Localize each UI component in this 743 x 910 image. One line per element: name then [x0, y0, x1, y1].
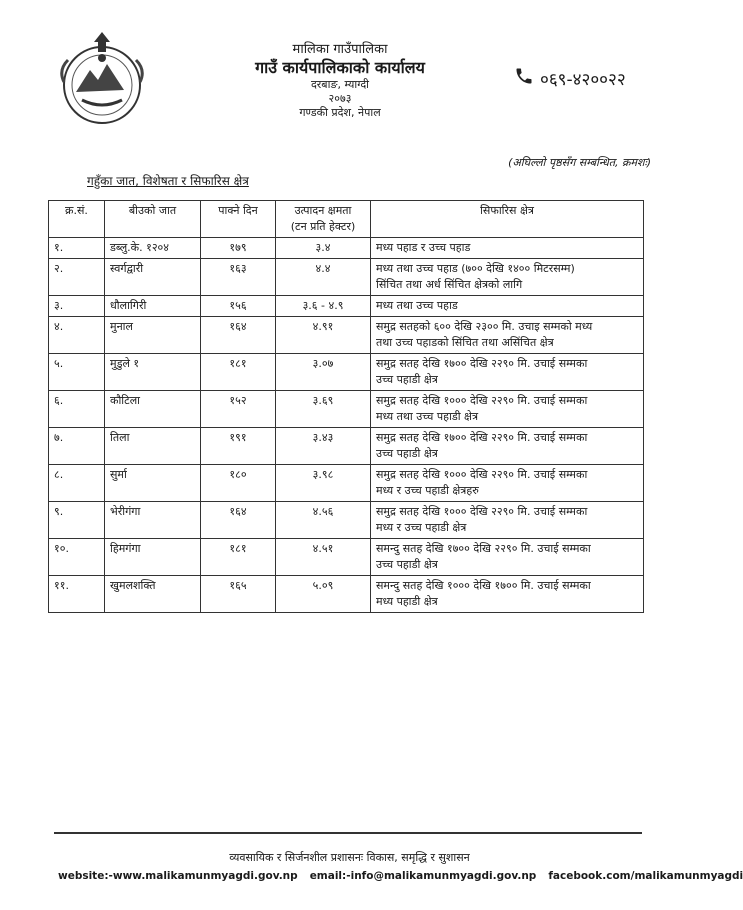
cell-region [371, 428, 644, 465]
cell-region [371, 317, 644, 354]
cell-region [371, 296, 644, 317]
table-header-row [49, 201, 644, 238]
region-line: मध्य र उच्च पहाडी क्षेत्र [376, 521, 467, 534]
cell-yield: ३.६९ [276, 391, 371, 428]
region-line: मध्य तथा उच्च पहाडी क्षेत्र [376, 410, 479, 423]
col-header-yield [276, 201, 371, 238]
municipality-name: मालिका गाउँपालिका [292, 42, 388, 57]
table-row [49, 539, 644, 576]
table-row [49, 238, 644, 259]
table-row [49, 317, 644, 354]
region-line: मध्य र उच्च पहाडी क्षेत्रहरु [376, 484, 479, 497]
cell-yield: ३.९८ [276, 465, 371, 502]
cell-sn: ५. [49, 354, 105, 391]
region-line: समन्दु सतह देखि १७०० देखि २२९० मि. उचाई सम्मका [376, 542, 591, 555]
cell-yield: ४.९१ [276, 317, 371, 354]
col-header-variety: बीउको जात [105, 201, 201, 238]
cell-sn: ७. [49, 428, 105, 465]
col-header-sn: क्र.सं. [49, 201, 105, 238]
region-line: उच्च पहाडी क्षेत्र [376, 373, 438, 386]
footer-contacts [58, 870, 743, 882]
cell-yield: ३.४३ [276, 428, 371, 465]
cell-sn: ९. [49, 502, 105, 539]
phone-number: ०६९-४२००२२ [540, 70, 626, 90]
cell-sn: ६. [49, 391, 105, 428]
col-header-days: पाक्ने दिन [201, 201, 276, 238]
cell-days: १६४ [201, 502, 276, 539]
cell-variety: खुमलशक्ति [105, 576, 201, 613]
table-row [49, 354, 644, 391]
cell-days: १९१ [201, 428, 276, 465]
cell-yield: ४.४ [276, 259, 371, 296]
cell-region [371, 391, 644, 428]
region-line: समन्दु सतह देखि १००० देखि १७०० मि. उचाई सम्मका [376, 579, 591, 592]
cell-sn: १०. [49, 539, 105, 576]
cell-sn: ८. [49, 465, 105, 502]
cell-region [371, 576, 644, 613]
phone-icon [514, 66, 534, 91]
cell-yield: ४.५६ [276, 502, 371, 539]
cell-days: १७९ [201, 238, 276, 259]
cell-region [371, 465, 644, 502]
region-line: समुद्र सतह देखि १००० देखि २२९० मि. उचाई सम्मका [376, 394, 588, 407]
wheat-varieties-table [48, 200, 644, 613]
cell-days: १५६ [201, 296, 276, 317]
cell-yield: ३.०७ [276, 354, 371, 391]
cell-variety: भेरीगंगा [105, 502, 201, 539]
cell-yield: ५.०९ [276, 576, 371, 613]
col-header-yield-line2: (टन प्रति हेक्टर) [290, 220, 356, 233]
facebook-link[interactable]: facebook.com/malikamunmyagdi [548, 870, 743, 882]
table-row [49, 502, 644, 539]
cell-variety: धौलागिरी [105, 296, 201, 317]
cell-days: १८१ [201, 354, 276, 391]
region-line: सिंचित तथा अर्ध सिंचित क्षेत्रको लागि [376, 278, 523, 291]
table-row [49, 576, 644, 613]
table-row [49, 259, 644, 296]
cell-region [371, 354, 644, 391]
footer-divider [54, 832, 642, 834]
table-row [49, 296, 644, 317]
region-line: मध्य तथा उच्च पहाड [376, 299, 458, 312]
nepal-government-emblem [52, 30, 152, 130]
cell-variety: सुर्मा [105, 465, 201, 502]
cell-variety: डब्लु.के. १२०४ [105, 238, 201, 259]
region-line: उच्च पहाडी क्षेत्र [376, 447, 438, 460]
region-line: मध्य तथा उच्च पहाड (७०० देखि १४०० मिटरसम्म) [376, 262, 575, 275]
cell-region [371, 259, 644, 296]
region-line: समुद्र सतह देखि १७०० देखि २२९० मि. उचाई सम्मका [376, 357, 588, 370]
cell-sn: ४. [49, 317, 105, 354]
cell-sn: ३. [49, 296, 105, 317]
footer-slogan: व्यवसायिक र सिर्जनशील प्रशासनः विकास, समृद्धि र सुशासन [229, 851, 470, 864]
office-header [230, 42, 450, 120]
cell-region [371, 502, 644, 539]
website-link[interactable]: website:-www.malikamunmyagdi.gov.np [58, 870, 298, 882]
region-line: समुद्र सतह देखि १००० देखि २२९० मि. उचाई सम्मका [376, 468, 588, 481]
cell-days: १५२ [201, 391, 276, 428]
office-name: गाउँ कार्यपालिकाको कार्यालय [255, 58, 425, 78]
email-link[interactable]: email:-info@malikamunmyagdi.gov.np [309, 870, 537, 882]
cell-variety: मुनाल [105, 317, 201, 354]
cell-yield: ३.४ [276, 238, 371, 259]
cell-sn: १. [49, 238, 105, 259]
cell-variety: मुडुले १ [105, 354, 201, 391]
region-line: समुद्र सतह देखि १७०० देखि २२९० मि. उचाई सम्मका [376, 431, 588, 444]
established-year: २०७३ [328, 92, 352, 105]
table-row [49, 391, 644, 428]
table-row [49, 428, 644, 465]
col-header-yield-line1: उत्पादन क्षमता [294, 204, 352, 217]
region-line: समुद्र सतहको ६०० देखि २३०० मि. उचाइ सम्मको मध्य [376, 320, 593, 333]
cell-days: १८१ [201, 539, 276, 576]
cell-variety: हिमगंगा [105, 539, 201, 576]
col-header-region: सिफारिस क्षेत्र [371, 201, 644, 238]
cell-days: १६३ [201, 259, 276, 296]
cell-sn: २. [49, 259, 105, 296]
cell-region [371, 238, 644, 259]
cell-days: १६५ [201, 576, 276, 613]
continuation-note: (अघिल्लो पृष्ठसँग सम्बन्धित, क्रमशः) [508, 156, 651, 169]
region-line: तथा उच्च पहाडको सिंचित तथा असिंचित क्षेत्र [376, 336, 554, 349]
cell-days: १६४ [201, 317, 276, 354]
office-address: दरबाङ, म्याग्दी [310, 78, 370, 92]
cell-variety: कौटिला [105, 391, 201, 428]
province-country: गण्डकी प्रदेश, नेपाल [299, 105, 381, 119]
cell-yield: ४.५१ [276, 539, 371, 576]
region-line: मध्य पहाडी क्षेत्र [376, 595, 438, 608]
region-line: उच्च पहाडी क्षेत्र [376, 558, 438, 571]
section-title: गहुँका जात, विशेषता र सिफारिस क्षेत्र [87, 174, 249, 188]
region-line: मध्य पहाड र उच्च पहाड [376, 241, 471, 254]
table-row [49, 465, 644, 502]
cell-sn: ११. [49, 576, 105, 613]
cell-days: १८० [201, 465, 276, 502]
region-line: समुद्र सतह देखि १००० देखि २२९० मि. उचाई सम्मका [376, 505, 588, 518]
cell-variety: स्वर्गद्वारी [105, 259, 201, 296]
cell-variety: तिला [105, 428, 201, 465]
cell-region [371, 539, 644, 576]
cell-yield: ३.६ - ४.९ [276, 296, 371, 317]
phone-contact [514, 66, 626, 91]
